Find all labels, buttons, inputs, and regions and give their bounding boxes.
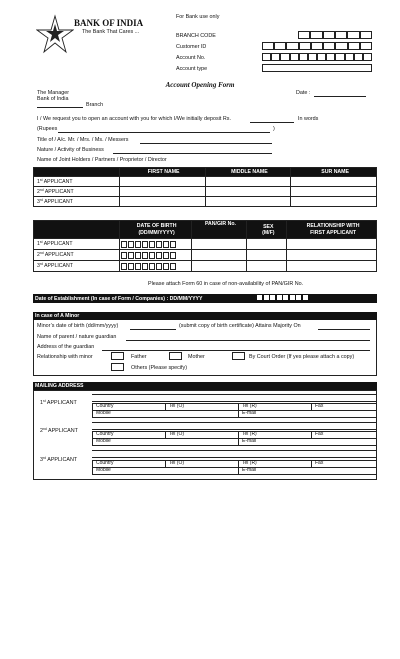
mailing-applicant-3 xyxy=(33,446,377,480)
account-no-boxes[interactable] xyxy=(262,53,372,61)
tel-o-cell[interactable]: Tel (O) xyxy=(166,461,239,468)
guardian-name-label: Name of parent / nature guardian xyxy=(37,334,117,340)
branch-code-label: BRANCH CODE xyxy=(176,33,216,39)
bank-use-heading: For Bank use only xyxy=(176,14,220,20)
rupees-label: (Rupees xyxy=(37,126,58,132)
row-sup: st xyxy=(39,177,43,182)
row-num: 2 xyxy=(37,188,40,195)
row-num: 3 xyxy=(37,263,40,269)
tel-o-cell[interactable]: Tel (O) xyxy=(166,404,239,411)
guardian-name-field[interactable] xyxy=(126,340,370,341)
row-num: 3 xyxy=(37,198,40,205)
row-sup: rd xyxy=(43,456,47,460)
col-first-name: FIRST NAME xyxy=(119,168,205,177)
others-label: Others (Please specify) xyxy=(131,365,188,371)
account-title-label: Title of / A/c. Mr. / Mrs. / Ms. / Messers xyxy=(37,137,129,143)
address-line[interactable] xyxy=(92,429,377,430)
row-sup: st xyxy=(43,399,46,403)
first-name-cell[interactable] xyxy=(119,187,205,197)
contact-table xyxy=(92,460,377,475)
minor-dob-field[interactable] xyxy=(130,329,176,330)
row-num: 1 xyxy=(40,400,43,406)
form-title: Account Opening Form xyxy=(165,81,235,89)
row-sup: nd xyxy=(39,251,44,255)
address-line[interactable] xyxy=(92,457,377,458)
sur-name-cell[interactable] xyxy=(291,177,377,187)
rel-header-line1: RELATIONSHIP WITH xyxy=(306,222,360,229)
dob-header-line1: DATE OF BIRTH xyxy=(136,222,177,229)
mobile-cell[interactable]: Mobile xyxy=(93,468,239,475)
row-num: 2 xyxy=(37,252,40,258)
row-label: APPLICANT xyxy=(47,457,78,463)
col-relationship xyxy=(287,221,377,239)
minor-dob-label: Minor’s date of birth (dd/mm/yyyy) xyxy=(37,323,119,329)
others-checkbox[interactable] xyxy=(111,363,124,371)
sex-header-line2: (M/F) xyxy=(262,229,275,236)
mailing-applicant-label xyxy=(40,428,78,434)
row-label: APPLICANT xyxy=(44,188,74,195)
deposit-request-text: I / We request you to open an account with you for which I/We initially deposit Rs. xyxy=(37,116,231,122)
customer-id-boxes[interactable] xyxy=(262,42,372,50)
date-label: Date : xyxy=(296,90,311,96)
row-sup: nd xyxy=(43,427,47,431)
middle-name-cell[interactable] xyxy=(205,197,291,207)
col-dob xyxy=(119,221,191,239)
customer-id-label: Customer ID xyxy=(176,44,207,50)
account-title-field[interactable] xyxy=(140,143,272,144)
attains-majority-label: (submit copy of birth certificate) Attains Majority On xyxy=(179,323,301,329)
country-cell[interactable]: Country xyxy=(93,461,166,468)
form60-note: Please attach Form 60 in case of non-availability of PAN/GIR No. xyxy=(148,281,304,287)
address-line[interactable] xyxy=(92,450,377,451)
deposit-amount-field[interactable] xyxy=(250,122,294,123)
email-cell[interactable]: E-mail xyxy=(239,439,377,446)
nature-business-label: Nature / Activity of Business xyxy=(37,147,104,153)
col-middle-name: MIDDLE NAME xyxy=(205,168,291,177)
branch-field[interactable] xyxy=(37,107,83,108)
mailing-header: MAILING ADDRESS xyxy=(33,382,377,390)
mother-label: Mother xyxy=(188,354,205,360)
table-row xyxy=(34,239,377,250)
dob-cells[interactable] xyxy=(119,239,191,250)
row-sup: rd xyxy=(39,262,43,266)
branch-label: Branch xyxy=(86,102,104,108)
relationship-cell[interactable] xyxy=(287,250,377,261)
attains-majority-field[interactable] xyxy=(318,329,370,330)
pan-cell[interactable] xyxy=(191,261,247,272)
establishment-bar xyxy=(33,294,377,303)
fax-cell[interactable]: Fax xyxy=(312,432,377,439)
guardian-address-label: Address of the guardian xyxy=(37,344,95,350)
row-label: APPLICANT xyxy=(43,241,73,247)
row-label: APPLICANT xyxy=(47,428,78,434)
address-line[interactable] xyxy=(92,394,377,395)
nature-business-field[interactable] xyxy=(113,153,272,154)
mobile-cell[interactable]: Mobile xyxy=(93,411,239,418)
mobile-cell[interactable]: Mobile xyxy=(93,439,239,446)
mailing-applicant-label xyxy=(40,400,77,406)
sur-name-cell[interactable] xyxy=(291,197,377,207)
tel-o-cell[interactable]: Tel (O) xyxy=(166,432,239,439)
tel-r-cell[interactable]: Tel (R) xyxy=(239,432,312,439)
father-checkbox[interactable] xyxy=(111,352,124,360)
establishment-label: Date of Establishment (In case of Form / Companies) : DD/MM/YYYY xyxy=(35,295,203,302)
row-label: APPLICANT xyxy=(44,263,73,269)
address-line[interactable] xyxy=(92,401,377,402)
fax-cell[interactable]: Fax xyxy=(312,461,377,468)
father-label: Father xyxy=(131,354,147,360)
col-sur-name: SUR NAME xyxy=(291,168,377,177)
names-table xyxy=(33,167,377,207)
contact-table xyxy=(92,431,377,446)
row-num: 2 xyxy=(40,428,43,434)
dob-pan-table xyxy=(33,220,377,272)
middle-name-cell[interactable] xyxy=(205,187,291,197)
row-num: 1 xyxy=(37,241,40,247)
address-line[interactable] xyxy=(92,422,377,423)
tel-r-cell[interactable]: Tel (R) xyxy=(239,404,312,411)
email-cell[interactable]: E-mail xyxy=(239,411,377,418)
relationship-cell[interactable] xyxy=(287,261,377,272)
row-sup: rd xyxy=(39,197,43,202)
middle-name-cell[interactable] xyxy=(205,177,291,187)
country-cell[interactable]: Country xyxy=(93,432,166,439)
row-num: 1 xyxy=(37,178,40,185)
sur-name-cell[interactable] xyxy=(291,187,377,197)
first-name-cell[interactable] xyxy=(119,177,205,187)
court-order-label: By Court Order (If yes please attach a copy) xyxy=(249,354,355,360)
table-row xyxy=(34,187,377,197)
manager-label: The Manager xyxy=(37,90,70,96)
col-pan: PAN/GIR No. xyxy=(191,221,247,239)
row-label: APPLICANT xyxy=(44,198,73,205)
mailing-applicant-label xyxy=(40,457,77,463)
sex-cell[interactable] xyxy=(247,261,287,272)
row-label: APPLICANT xyxy=(46,400,77,406)
relationship-minor-label: Relationship with minor xyxy=(37,354,93,360)
col-sex xyxy=(247,221,287,239)
table-row xyxy=(34,197,377,207)
dob-header-line2: (DD/MM/YYYY) xyxy=(138,229,175,236)
establishment-date-boxes[interactable] xyxy=(257,295,309,301)
mailing-applicant-2 xyxy=(33,418,377,448)
rupees-field[interactable] xyxy=(58,132,270,133)
rel-header-line2: FIRST APPLICANT xyxy=(310,229,357,236)
dob-cells[interactable] xyxy=(119,250,191,261)
contact-table xyxy=(92,403,377,418)
rupees-close: ) xyxy=(273,126,275,132)
in-words-label: In words xyxy=(298,116,319,122)
relationship-cell[interactable] xyxy=(287,239,377,250)
first-name-cell[interactable] xyxy=(119,197,205,207)
bank-tagline: The Bank That Cares ... xyxy=(82,29,140,35)
row-sup: nd xyxy=(39,187,44,192)
minor-header: In case of A Minor xyxy=(33,312,377,320)
row-label: APPLICANT xyxy=(43,178,73,185)
table-row xyxy=(34,177,377,187)
table-row xyxy=(34,261,377,272)
pan-cell[interactable] xyxy=(191,239,247,250)
row-sup: st xyxy=(39,240,43,244)
account-type-label: Account type xyxy=(176,66,208,72)
date-field[interactable] xyxy=(314,96,366,97)
mailing-applicant-1 xyxy=(33,390,377,420)
guardian-address-field[interactable] xyxy=(102,350,370,351)
email-cell[interactable]: E-mail xyxy=(239,468,377,475)
sex-cell[interactable] xyxy=(247,250,287,261)
dob-cells[interactable] xyxy=(119,261,191,272)
tel-r-cell[interactable]: Tel (R) xyxy=(239,461,312,468)
court-order-checkbox[interactable] xyxy=(232,352,245,360)
branch-code-boxes[interactable] xyxy=(298,31,372,39)
account-no-label: Account No. xyxy=(176,55,206,61)
table-row xyxy=(34,250,377,261)
account-type-field[interactable] xyxy=(262,64,372,72)
bank-logo-icon xyxy=(36,14,74,56)
fax-cell[interactable]: Fax xyxy=(312,404,377,411)
sex-cell[interactable] xyxy=(247,239,287,250)
mother-checkbox[interactable] xyxy=(169,352,182,360)
sex-header-line1: SEX xyxy=(263,223,274,230)
row-num: 3 xyxy=(40,457,43,463)
joint-holders-label: Name of Joint Holders / Partners / Proprietor / Director xyxy=(37,157,167,163)
country-cell[interactable]: Country xyxy=(93,404,166,411)
bank-name: BANK OF INDIA xyxy=(74,18,144,28)
bank-label: Bank of India xyxy=(37,96,69,102)
row-label: APPLICANT xyxy=(44,252,74,258)
pan-cell[interactable] xyxy=(191,250,247,261)
